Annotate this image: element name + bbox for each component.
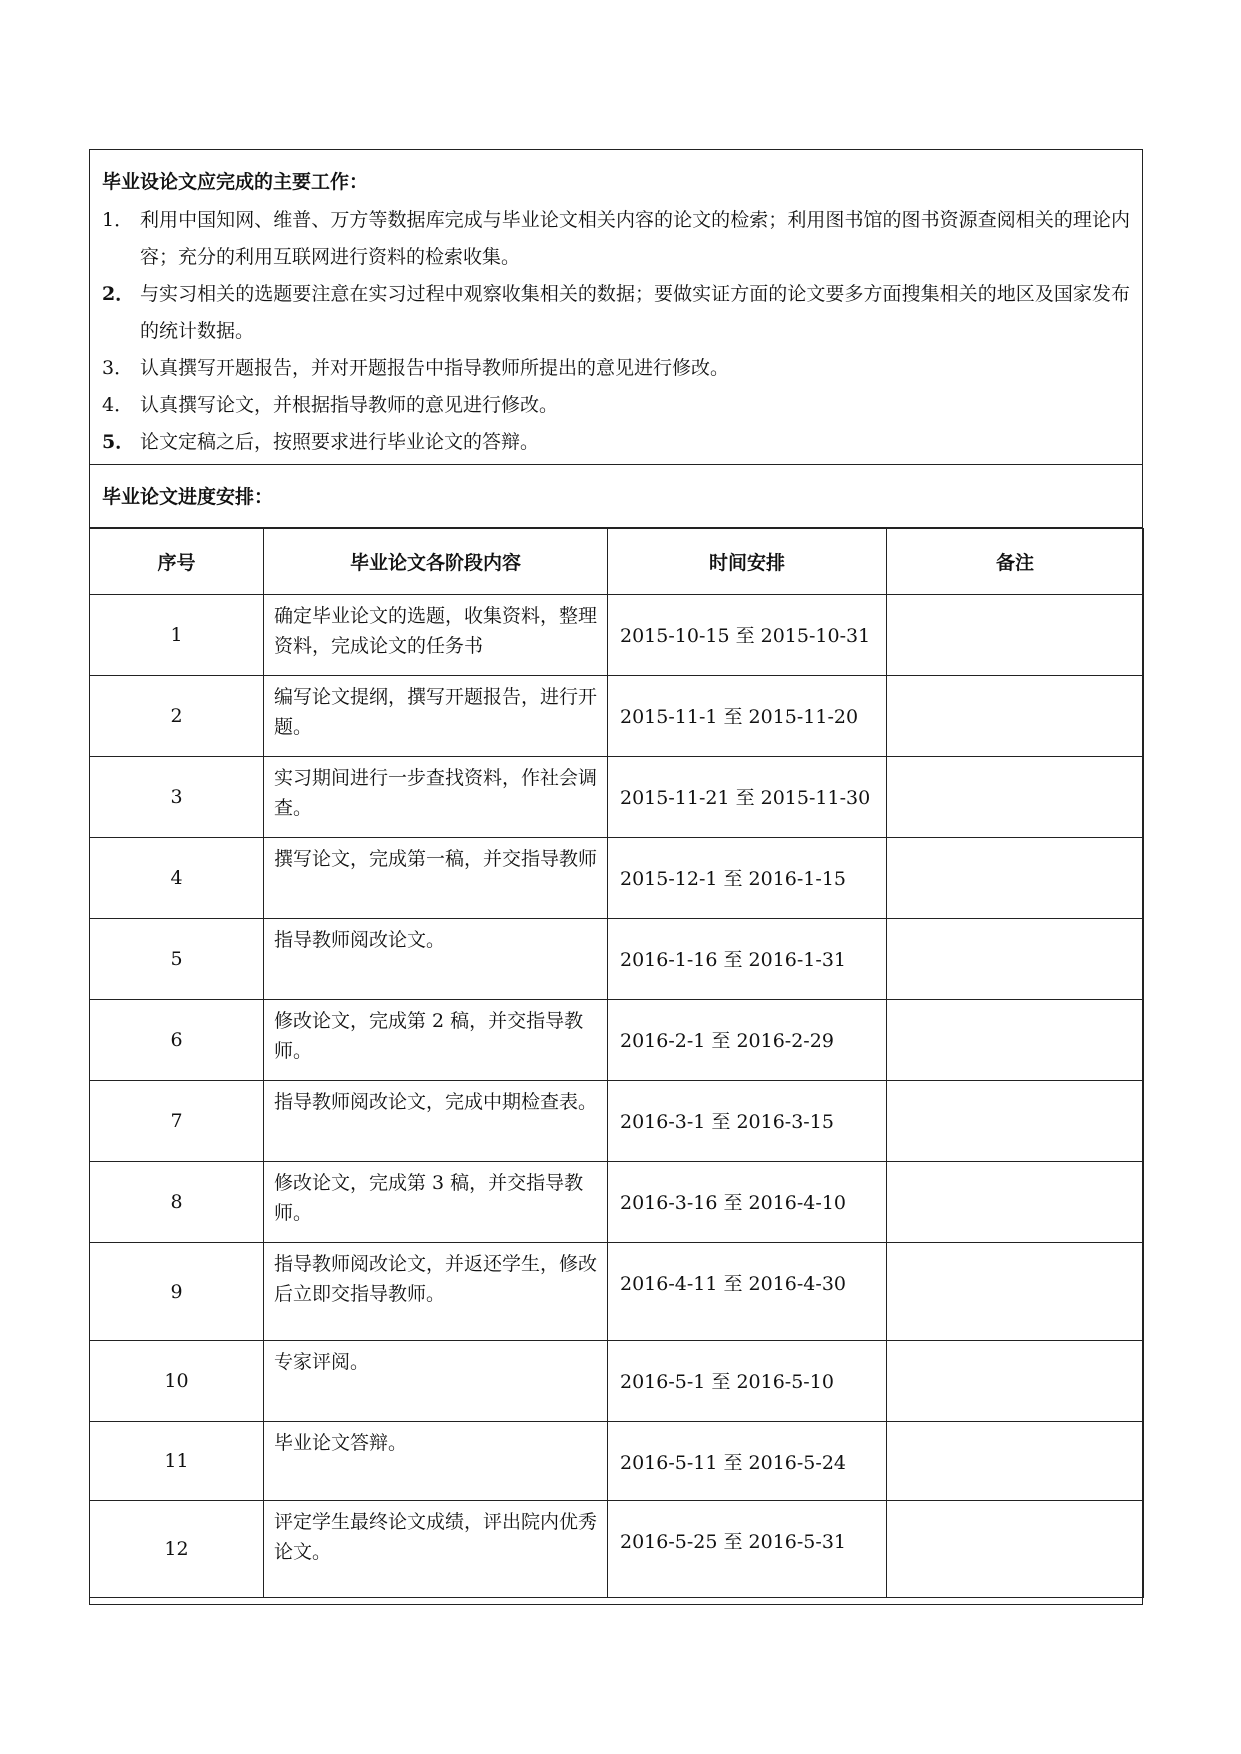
cell-stage: 评定学生最终论文成绩，评出院内优秀论文。 [264, 1501, 608, 1598]
cell-note [887, 1341, 1144, 1422]
cell-time: 2015-12-1 至 2016-1-15 [608, 838, 887, 919]
table-row [90, 595, 1144, 676]
table-row [90, 676, 1144, 757]
cell-time: 2016-5-11 至 2016-5-24 [608, 1422, 887, 1501]
cell-note [887, 1422, 1144, 1501]
cell-stage: 专家评阅。 [264, 1341, 608, 1422]
task-form [89, 149, 1143, 1605]
item-number: 1． [102, 209, 134, 231]
item-text: 与实习相关的选题要注意在实习过程中观察收集相关的数据；要做实证方面的论文要多方面搜集相关的地区及国家发布的统计数据。 [140, 283, 1130, 342]
cell-stage: 指导教师阅改论文，并返还学生，修改后立即交指导教师。 [264, 1243, 608, 1341]
table-row [90, 919, 1144, 1000]
cell-stage: 确定毕业论文的选题，收集资料，整理资料，完成论文的任务书 [264, 595, 608, 676]
cell-time: 2016-5-25 至 2016-5-31 [608, 1501, 887, 1598]
cell-note [887, 838, 1144, 919]
cell-stage: 指导教师阅改论文，完成中期检查表。 [264, 1081, 608, 1162]
cell-time: 2015-11-1 至 2015-11-20 [608, 676, 887, 757]
cell-no: 3 [90, 757, 264, 838]
item-text: 论文定稿之后，按照要求进行毕业论文的答辩。 [140, 431, 540, 453]
cell-no: 1 [90, 595, 264, 676]
cell-note [887, 1162, 1144, 1243]
table-row [90, 757, 1144, 838]
item-text: 认真撰写论文，并根据指导教师的意见进行修改。 [140, 394, 559, 416]
column-header-no: 序号 [90, 529, 264, 595]
item-text: 认真撰写开题报告，并对开题报告中指导教师所提出的意见进行修改。 [140, 357, 730, 379]
table-row [90, 1243, 1144, 1341]
cell-no: 11 [90, 1422, 264, 1501]
main-work-list [102, 202, 1130, 461]
cell-stage: 修改论文，完成第 2 稿，并交指导教师。 [264, 1000, 608, 1081]
main-work-section [90, 150, 1142, 465]
cell-time: 2015-10-15 至 2015-10-31 [608, 595, 887, 676]
schedule-table [89, 528, 1144, 1598]
list-item [102, 276, 1130, 350]
cell-note [887, 595, 1144, 676]
cell-no: 2 [90, 676, 264, 757]
table-row [90, 838, 1144, 919]
cell-no: 4 [90, 838, 264, 919]
list-item [102, 350, 1130, 387]
cell-time: 2016-5-1 至 2016-5-10 [608, 1341, 887, 1422]
cell-time: 2016-3-1 至 2016-3-15 [608, 1081, 887, 1162]
item-number: 5． [102, 431, 135, 453]
schedule-heading: 毕业论文进度安排： [102, 486, 274, 508]
item-number: 3． [102, 357, 134, 379]
table-row [90, 1081, 1144, 1162]
cell-no: 9 [90, 1243, 264, 1341]
cell-stage: 撰写论文，完成第一稿，并交指导教师 [264, 838, 608, 919]
main-work-heading: 毕业设论文应完成的主要工作： [102, 171, 369, 193]
cell-note [887, 1243, 1144, 1341]
item-number: 2． [102, 283, 135, 305]
table-row [90, 1000, 1144, 1081]
list-item [102, 424, 1130, 461]
cell-note [887, 757, 1144, 838]
column-header-stage: 毕业论文各阶段内容 [264, 529, 608, 595]
cell-no: 10 [90, 1341, 264, 1422]
cell-time: 2016-1-16 至 2016-1-31 [608, 919, 887, 1000]
cell-time: 2016-4-11 至 2016-4-30 [608, 1243, 887, 1341]
column-header-time: 时间安排 [608, 529, 887, 595]
cell-note [887, 1000, 1144, 1081]
cell-note [887, 1501, 1144, 1598]
cell-stage: 指导教师阅改论文。 [264, 919, 608, 1000]
cell-stage: 修改论文，完成第 3 稿，并交指导教师。 [264, 1162, 608, 1243]
cell-time: 2016-2-1 至 2016-2-29 [608, 1000, 887, 1081]
cell-no: 5 [90, 919, 264, 1000]
cell-note [887, 1081, 1144, 1162]
table-row [90, 1162, 1144, 1243]
cell-time: 2016-3-16 至 2016-4-10 [608, 1162, 887, 1243]
cell-stage: 编写论文提纲，撰写开题报告，进行开题。 [264, 676, 608, 757]
table-row [90, 1501, 1144, 1598]
item-text: 利用中国知网、维普、万方等数据库完成与毕业论文相关内容的论文的检索；利用图书馆的图书资源查阅相关的理论内容；充分的利用互联网进行资料的检索收集。 [140, 209, 1130, 268]
cell-no: 12 [90, 1501, 264, 1598]
table-header-row [90, 529, 1144, 595]
cell-no: 7 [90, 1081, 264, 1162]
cell-stage: 实习期间进行一步查找资料，作社会调查。 [264, 757, 608, 838]
column-header-note: 备注 [887, 529, 1144, 595]
item-number: 4． [102, 394, 134, 416]
list-item [102, 202, 1130, 276]
cell-stage: 毕业论文答辩。 [264, 1422, 608, 1501]
table-row [90, 1422, 1144, 1501]
cell-note [887, 919, 1144, 1000]
cell-no: 8 [90, 1162, 264, 1243]
cell-no: 6 [90, 1000, 264, 1081]
list-item [102, 387, 1130, 424]
table-row [90, 1341, 1144, 1422]
cell-note [887, 676, 1144, 757]
schedule-section [90, 465, 1142, 528]
cell-time: 2015-11-21 至 2015-11-30 [608, 757, 887, 838]
